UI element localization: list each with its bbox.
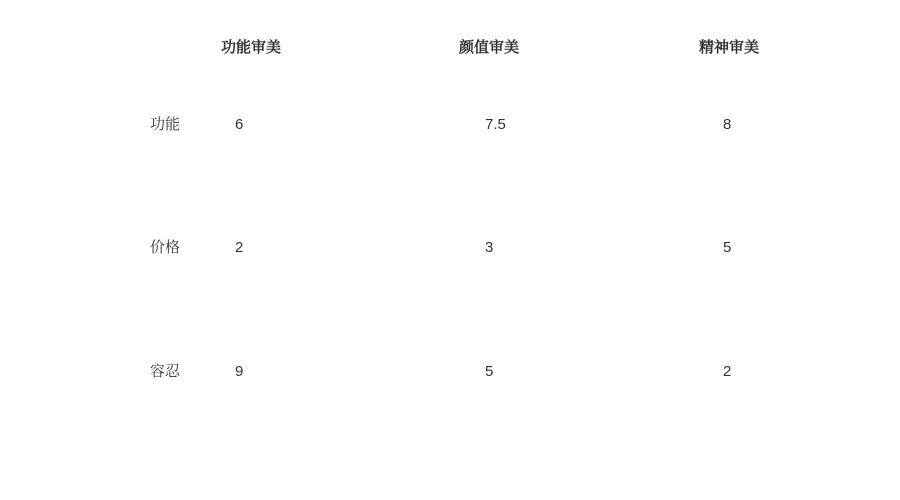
table-cell: 5 xyxy=(723,239,732,256)
table-cell: 6 xyxy=(235,116,244,133)
table-cell: 2 xyxy=(723,363,732,380)
column-header-yanzhi-shenmei: 颜值审美 xyxy=(458,39,520,56)
table-cell: 8 xyxy=(723,116,732,133)
column-header-gongneng-shenmei: 功能审美 xyxy=(220,39,282,56)
table-cell: 9 xyxy=(235,363,244,380)
row-label-jiage: 价格 xyxy=(150,239,181,256)
row-label-rongren: 容忍 xyxy=(150,363,181,380)
column-header-jingshen-shenmei: 精神审美 xyxy=(698,39,760,56)
table-cell: 7.5 xyxy=(485,116,506,133)
table-cell: 2 xyxy=(235,239,244,256)
row-label-gongneng: 功能 xyxy=(150,116,181,133)
table-cell: 3 xyxy=(485,239,494,256)
table-cell: 5 xyxy=(485,363,494,380)
